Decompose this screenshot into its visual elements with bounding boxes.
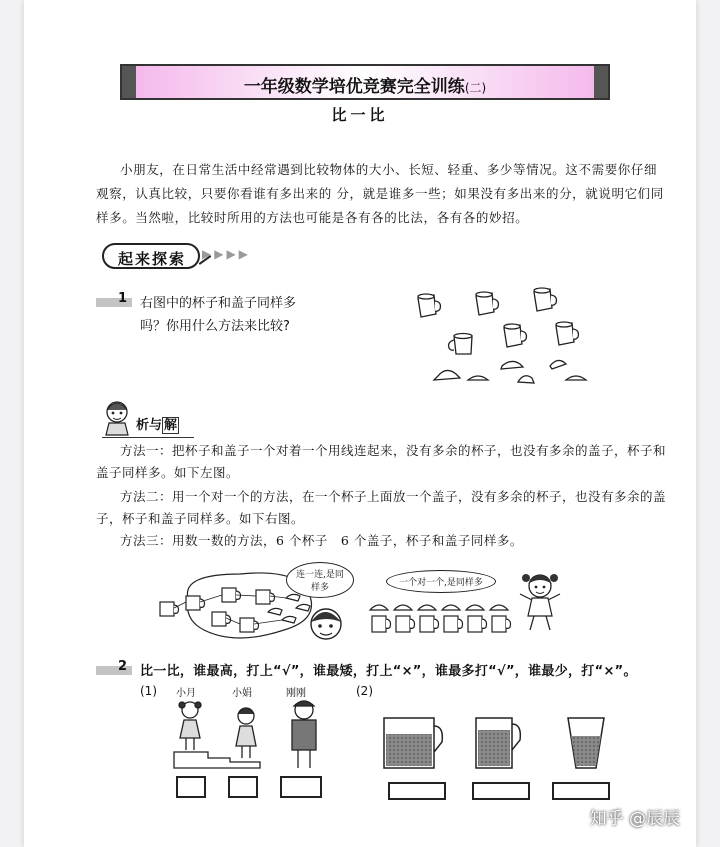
child-name: 小娟 xyxy=(232,688,252,699)
step-platform xyxy=(174,752,260,768)
child-name: 刚刚 xyxy=(286,688,306,699)
analysis-label: 析与 xyxy=(136,418,163,433)
lid-icon xyxy=(268,608,282,615)
children-on-steps-illustration xyxy=(170,696,330,776)
title-suffix: (二) xyxy=(464,81,487,95)
cup-icon xyxy=(504,324,526,347)
boy-figure xyxy=(292,701,316,768)
cup-icon xyxy=(556,322,578,345)
lidded-cup-icon xyxy=(370,605,391,632)
watermark: 知乎 @辰辰 xyxy=(589,809,680,829)
analysis-heading xyxy=(136,414,179,433)
cups-and-lids-illustration xyxy=(404,284,594,394)
lid-icon xyxy=(501,361,523,369)
lid-icon xyxy=(286,594,300,601)
speech-bubble-left: 连一连,是同样多 xyxy=(286,562,354,598)
method-3: 方法三：用数一数的方法，6 个杯子 6 个盖子，杯子和盖子同样多。 xyxy=(120,533,523,548)
cup-icon xyxy=(240,618,259,632)
lid-icon xyxy=(434,370,460,380)
question-2-text: 比一比，谁最高，打上“√”，谁最矮，打上“×”，谁最多打“√”，谁最少，打“×”。 xyxy=(140,664,637,679)
cup-icon xyxy=(160,602,179,616)
lid-icon xyxy=(468,376,488,380)
lesson-subtitle: 比一比 xyxy=(331,106,389,124)
jug-container xyxy=(384,718,442,768)
lidded-cup-icon xyxy=(394,605,415,632)
section-tag xyxy=(102,243,200,269)
analysis-underline xyxy=(102,437,194,438)
answer-box-glass[interactable] xyxy=(552,782,610,800)
lidded-cup-icon xyxy=(418,605,439,632)
question-1-line2: 吗？你用什么方法来比较? xyxy=(140,319,290,334)
question-number: 1 xyxy=(118,291,128,306)
analysis-label-boxed: 解 xyxy=(164,418,178,433)
document-page xyxy=(24,0,696,847)
lidded-cup-icon xyxy=(466,605,487,632)
answer-box-xiaoyue[interactable] xyxy=(176,776,206,798)
girl-figure xyxy=(179,702,201,750)
girl-character xyxy=(518,570,562,632)
part-1-label: (1) xyxy=(140,684,157,698)
glass-container xyxy=(568,718,604,768)
answer-box-jug-1[interactable] xyxy=(388,782,446,800)
method-1: 方法一：把杯子和盖子一个对着一个用线连起来，没有多余的杯子，也没有多余的盖子，杯子和盖子同样多。如下左图。 xyxy=(96,443,667,480)
question-1-text xyxy=(140,292,350,338)
lidded-cup-icon xyxy=(442,605,463,632)
girl-figure xyxy=(236,708,256,758)
question-number: 2 xyxy=(118,659,128,674)
matching-illustration-right xyxy=(368,600,528,642)
section-label: 起来探索 xyxy=(118,250,187,268)
lid-icon xyxy=(550,360,566,369)
water-containers-illustration xyxy=(384,716,614,776)
cup-icon xyxy=(256,590,275,604)
answer-box-ganggang[interactable] xyxy=(280,776,322,798)
cup-icon xyxy=(449,334,472,355)
cup-icon xyxy=(534,288,556,311)
title-banner xyxy=(120,64,610,100)
speech-bubble-right: 一个对一个,是同样多 xyxy=(386,570,496,593)
child-name: 小月 xyxy=(176,688,196,699)
question-1-line1: 右图中的杯子和盖子同样多 xyxy=(140,296,297,311)
part-2-label: (2) xyxy=(356,684,373,698)
method-2: 方法二：用一个对一个的方法，在一个杯子上面放一个盖子，没有多余的杯子，也没有多余的盖子，杯子和盖子同样多。如下右图。 xyxy=(96,489,667,526)
answer-box-xiaojuan[interactable] xyxy=(228,776,258,798)
cup-icon xyxy=(186,596,205,610)
lid-icon xyxy=(566,376,586,380)
jug-container xyxy=(476,718,520,768)
lid-icon xyxy=(282,616,296,623)
cup-icon xyxy=(418,294,440,317)
cup-icon xyxy=(476,292,498,315)
lid-icon xyxy=(518,376,534,383)
answer-box-jug-2[interactable] xyxy=(472,782,530,800)
boy-character xyxy=(306,604,346,644)
mascot-character xyxy=(102,398,132,436)
section-arrows: ▶▶▶▶ xyxy=(202,247,251,261)
lidded-cup-icon xyxy=(490,605,511,632)
intro-paragraph: 小朋友，在日常生活中经常遇到比较物体的大小、长短、轻重、多少等情况。这不需要你仔细观察，认真比较，只要你看谁有多出来的 分，就是谁多一些；如果没有多出来的分，就说明它们同样多。当然啦，比较时所用的方法也可能是各有各的比法，各有各的妙招。 xyxy=(96,162,664,225)
page-title: 一年级数学培优竞赛完全训练 xyxy=(243,77,465,97)
